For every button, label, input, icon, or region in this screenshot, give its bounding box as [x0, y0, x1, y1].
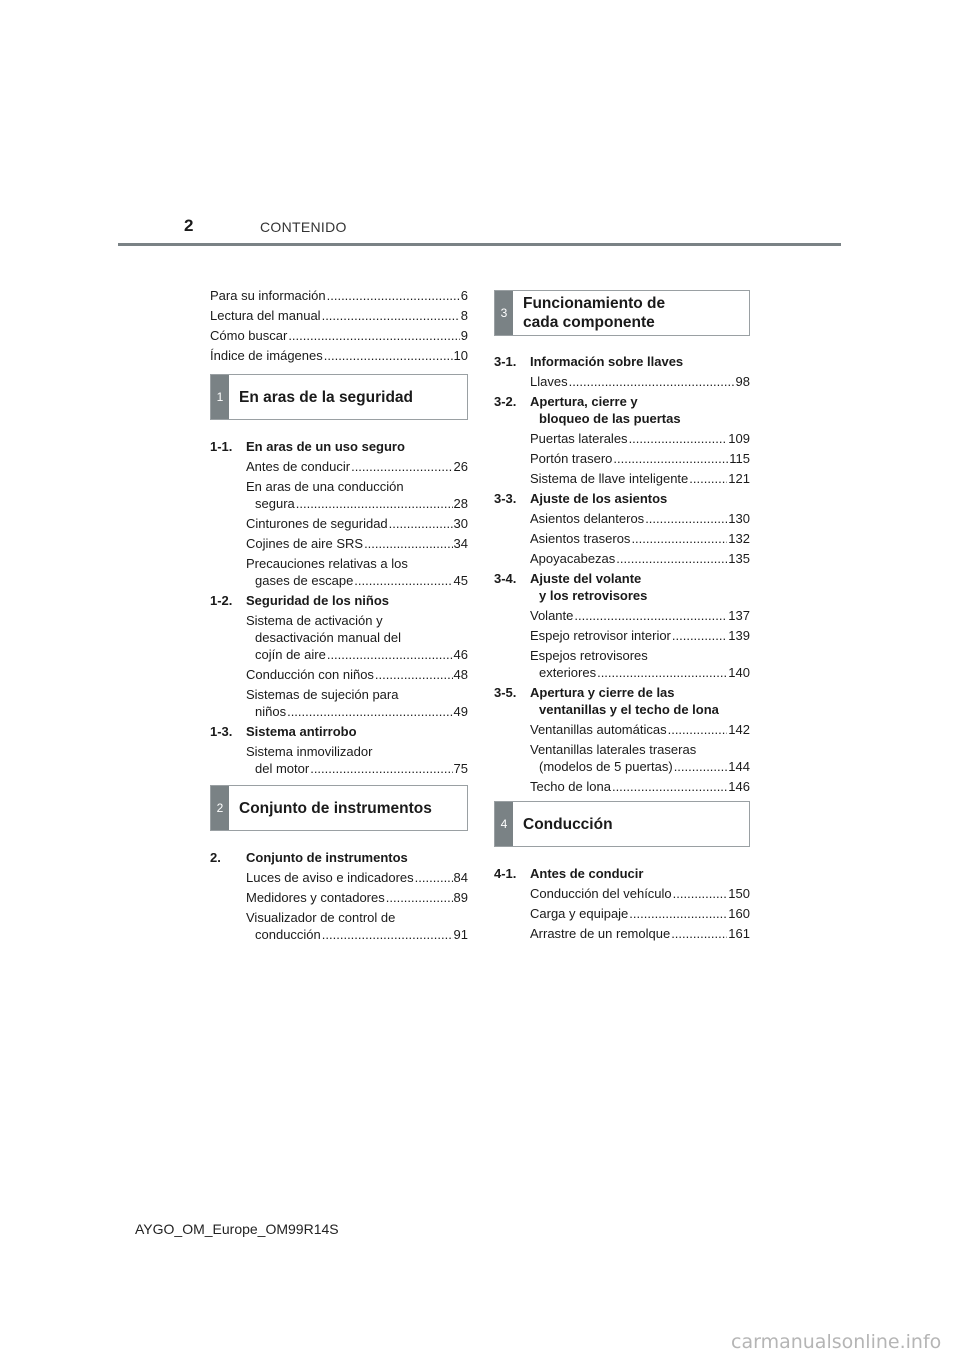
entry-page: 26	[453, 459, 468, 474]
dot-leader	[616, 550, 727, 567]
entry-label: Carga y equipaje	[530, 906, 629, 921]
toc-entry[interactable]	[246, 666, 468, 683]
entry-label: segura	[255, 496, 295, 511]
entry-page: 139	[728, 628, 750, 643]
entry-page: 121	[728, 471, 750, 486]
group-heading[interactable]	[210, 723, 468, 740]
entry-page: 84	[453, 870, 468, 885]
entry-label: Lectura del manual	[210, 308, 321, 323]
dot-leader	[327, 287, 460, 304]
group-title	[530, 393, 750, 427]
entry-page: 161	[728, 926, 750, 941]
entry-label: (modelos de 5 puertas)	[539, 759, 673, 774]
dot-leader	[674, 758, 728, 775]
dot-leader	[296, 495, 453, 512]
toc-entry[interactable]	[530, 905, 750, 922]
group-title-line: Apertura y cierre de las	[530, 685, 675, 700]
toc-entry[interactable]	[246, 535, 468, 552]
group-title-line: Apertura, cierre y	[530, 394, 638, 409]
group-title	[530, 684, 750, 718]
dot-leader	[327, 646, 453, 663]
dot-leader	[671, 925, 727, 942]
entry-page: 49	[453, 704, 468, 719]
entry-label-line: Precauciones relativas a los	[246, 556, 408, 571]
entry-label: niños	[255, 704, 287, 719]
toc-group-3-1	[494, 353, 750, 390]
dot-leader	[364, 535, 452, 552]
toc-entry[interactable]	[246, 869, 468, 886]
group-heading[interactable]	[494, 684, 750, 718]
dot-leader	[645, 510, 727, 527]
entry-label: Cómo buscar	[210, 328, 288, 343]
entry-label-line: Espejos retrovisores	[530, 648, 648, 663]
entry-page: 91	[453, 927, 468, 942]
dot-leader	[415, 869, 453, 886]
group-heading[interactable]	[210, 438, 468, 455]
group-title: Conjunto de instrumentos	[246, 850, 408, 865]
group-number: 3-3.	[494, 491, 517, 506]
dot-leader	[287, 703, 452, 720]
entry-label: Volante	[530, 608, 574, 623]
dot-leader	[351, 458, 452, 475]
entry-page: 9	[460, 328, 468, 343]
entry-page: 150	[728, 886, 750, 901]
dot-leader	[322, 307, 460, 324]
dot-leader	[574, 607, 727, 624]
section-header-3[interactable]	[494, 290, 750, 336]
entry-label-line: desactivación manual del	[255, 630, 401, 645]
section-title: Conjunto de instrumentos	[239, 799, 432, 817]
entry-label: Conducción con niños	[246, 667, 374, 682]
section-header-1[interactable]	[210, 374, 468, 420]
page-number: 2	[184, 216, 194, 235]
entry-label-line: En aras de una conducción	[246, 479, 404, 494]
entry-page: 130	[728, 511, 750, 526]
entry-label: Espejo retrovisor interior	[530, 628, 671, 643]
toc-entry[interactable]	[210, 327, 468, 344]
entry-label-line: Sistema de activación y	[246, 613, 383, 628]
toc-entry[interactable]	[210, 347, 468, 364]
entry-label: Llaves	[530, 374, 568, 389]
entry-label: Para su información	[210, 288, 326, 303]
toc-entry[interactable]	[246, 555, 468, 589]
toc-entry[interactable]	[530, 510, 750, 527]
dot-leader	[354, 572, 452, 589]
section-title: En aras de la seguridad	[239, 388, 414, 406]
toc-entry[interactable]	[530, 778, 750, 795]
entry-page: 98	[735, 374, 750, 389]
toc-entry[interactable]	[530, 925, 750, 942]
group-title-line: y los retrovisores	[539, 588, 648, 603]
entry-page: 132	[728, 531, 750, 546]
group-number: 3-1.	[494, 354, 517, 369]
toc-entry[interactable]	[246, 686, 468, 720]
entry-page: 109	[728, 431, 750, 446]
section-number-badge: 1	[211, 375, 229, 419]
entry-label: Techo de lona	[530, 779, 611, 794]
dot-leader	[673, 885, 728, 902]
entry-page: 137	[728, 608, 750, 623]
entry-label: Cojines de aire SRS	[246, 536, 364, 551]
toc-entry[interactable]	[530, 470, 750, 487]
toc-entry[interactable]	[530, 885, 750, 902]
toc-entry[interactable]	[530, 430, 750, 447]
toc-entry[interactable]	[530, 373, 750, 390]
toc-entry[interactable]	[246, 612, 468, 663]
toc-entry[interactable]	[530, 627, 750, 644]
entry-page: 30	[453, 516, 468, 531]
dot-leader	[288, 327, 459, 344]
entry-page: 144	[728, 759, 750, 774]
entry-label: del motor	[255, 761, 310, 776]
dot-leader	[631, 530, 727, 547]
entry-label: Asientos traseros	[530, 531, 631, 546]
entry-page: 146	[728, 779, 750, 794]
toc-entry[interactable]	[246, 515, 468, 532]
group-heading[interactable]	[210, 592, 468, 609]
group-number: 3-4.	[494, 571, 517, 586]
toc-right-column	[494, 290, 750, 945]
dot-leader	[386, 889, 453, 906]
dot-leader	[324, 347, 453, 364]
group-title-line: bloqueo de las puertas	[539, 411, 681, 426]
group-heading[interactable]	[494, 865, 750, 882]
dot-leader	[672, 627, 727, 644]
group-heading[interactable]	[210, 849, 468, 866]
entry-label: Apoyacabezas	[530, 551, 616, 566]
entry-label: Índice de imágenes	[210, 348, 323, 363]
entry-label: conducción	[255, 927, 321, 942]
entry-label: Puertas laterales	[530, 431, 628, 446]
group-title: Ajuste de los asientos	[530, 491, 668, 506]
section-header-2[interactable]	[210, 785, 468, 831]
toc-group-3-5	[494, 684, 750, 795]
toc-entry[interactable]	[530, 741, 750, 775]
header-divider	[118, 243, 841, 246]
entry-label: exteriores	[539, 665, 597, 680]
toc-entry[interactable]	[246, 889, 468, 906]
toc-entry[interactable]	[246, 458, 468, 475]
toc-group-1-3	[210, 723, 468, 777]
toc-group-1-1	[210, 438, 468, 589]
group-title-line: ventanillas y el techo de lona	[539, 702, 719, 717]
entry-page: 142	[728, 722, 750, 737]
dot-leader	[597, 664, 727, 681]
group-title: Información sobre llaves	[530, 354, 684, 369]
toc-entry[interactable]	[246, 478, 468, 512]
entry-page: 6	[460, 288, 468, 303]
group-heading[interactable]	[494, 353, 750, 370]
entry-label: Cinturones de seguridad	[246, 516, 388, 531]
toc-left-column	[210, 287, 468, 946]
dot-leader	[389, 515, 453, 532]
entry-label: Conducción del vehículo	[530, 886, 672, 901]
entry-page: 135	[728, 551, 750, 566]
toc-group-2	[210, 849, 468, 943]
section-header-4[interactable]	[494, 801, 750, 847]
group-number: 4-1.	[494, 866, 517, 881]
entry-label: Arrastre de un remolque	[530, 926, 671, 941]
section-title-line: Funcionamiento de	[523, 295, 666, 312]
toc-group-3-3	[494, 490, 750, 567]
entry-page: 46	[453, 647, 468, 662]
entry-page: 115	[729, 451, 750, 466]
entry-label: Sistema de llave inteligente	[530, 471, 689, 486]
dot-leader	[668, 721, 728, 738]
group-number: 2.	[210, 850, 221, 865]
entry-label: Medidores y contadores	[246, 890, 385, 905]
entry-page: 75	[453, 761, 468, 776]
dot-leader	[569, 373, 735, 390]
entry-page: 28	[453, 496, 468, 511]
section-title-line: cada componente	[523, 314, 655, 331]
entry-page: 160	[728, 906, 750, 921]
dot-leader	[375, 666, 453, 683]
top-entries	[210, 287, 468, 364]
toc-entry[interactable]	[530, 550, 750, 567]
toc-entry[interactable]	[530, 607, 750, 624]
group-number: 1-2.	[210, 593, 233, 608]
entry-label-line: Sistema inmovilizador	[246, 744, 373, 759]
group-title: En aras de un uso seguro	[246, 439, 405, 454]
group-number: 3-2.	[494, 394, 517, 409]
section-number-badge: 2	[211, 786, 229, 830]
entry-page: 45	[453, 573, 468, 588]
toc-entry[interactable]	[246, 743, 468, 777]
group-heading[interactable]	[494, 570, 750, 604]
watermark: carmanualsonline.info	[731, 1331, 942, 1353]
dot-leader	[613, 450, 728, 467]
group-heading[interactable]	[494, 490, 750, 507]
group-number: 1-1.	[210, 439, 233, 454]
group-title: Antes de conducir	[530, 866, 644, 881]
entry-label-line: Visualizador de control de	[246, 910, 396, 925]
entry-label: Ventanillas automáticas	[530, 722, 667, 737]
dot-leader	[612, 778, 727, 795]
toc-entry[interactable]	[530, 647, 750, 681]
toc-group-1-2	[210, 592, 468, 720]
entry-page: 89	[453, 890, 468, 905]
entry-page: 10	[453, 348, 468, 363]
entry-label: cojín de aire	[255, 647, 326, 662]
entry-label: Luces de aviso e indicadores	[246, 870, 414, 885]
entry-label-line: Sistemas de sujeción para	[246, 687, 399, 702]
page-header-title: CONTENIDO	[260, 219, 347, 235]
toc-entry[interactable]	[530, 530, 750, 547]
dot-leader	[322, 926, 453, 943]
toc-entry[interactable]	[210, 307, 468, 324]
dot-leader	[629, 430, 728, 447]
toc-entry[interactable]	[246, 909, 468, 943]
entry-page: 140	[728, 665, 750, 680]
group-heading[interactable]	[494, 393, 750, 427]
entry-page: 34	[453, 536, 468, 551]
group-title	[530, 570, 750, 604]
section-title: Conducción	[523, 815, 613, 833]
toc-entry[interactable]	[530, 721, 750, 738]
toc-entry[interactable]	[210, 287, 468, 304]
toc-group-3-4	[494, 570, 750, 681]
entry-label: gases de escape	[255, 573, 354, 588]
entry-label-line: Ventanillas laterales traseras	[530, 742, 697, 757]
entry-label: Antes de conducir	[246, 459, 351, 474]
group-title: Seguridad de los niños	[246, 593, 390, 608]
entry-label: Portón trasero	[530, 451, 613, 466]
dot-leader	[689, 470, 727, 487]
dot-leader	[629, 905, 727, 922]
entry-page: 48	[453, 667, 468, 682]
toc-entry[interactable]	[530, 450, 750, 467]
toc-group-3-2	[494, 393, 750, 487]
entry-page: 8	[460, 308, 468, 323]
toc-group-4-1	[494, 865, 750, 942]
group-number: 1-3.	[210, 724, 233, 739]
dot-leader	[310, 760, 452, 777]
section-number-badge: 4	[495, 802, 513, 846]
entry-label: Asientos delanteros	[530, 511, 645, 526]
group-number: 3-5.	[494, 685, 517, 700]
group-title: Sistema antirrobo	[246, 724, 357, 739]
section-number-badge: 3	[495, 291, 513, 335]
group-title-line: Ajuste del volante	[530, 571, 642, 586]
section-title	[513, 291, 665, 335]
document-footer-code: AYGO_OM_Europe_OM99R14S	[135, 1221, 339, 1237]
